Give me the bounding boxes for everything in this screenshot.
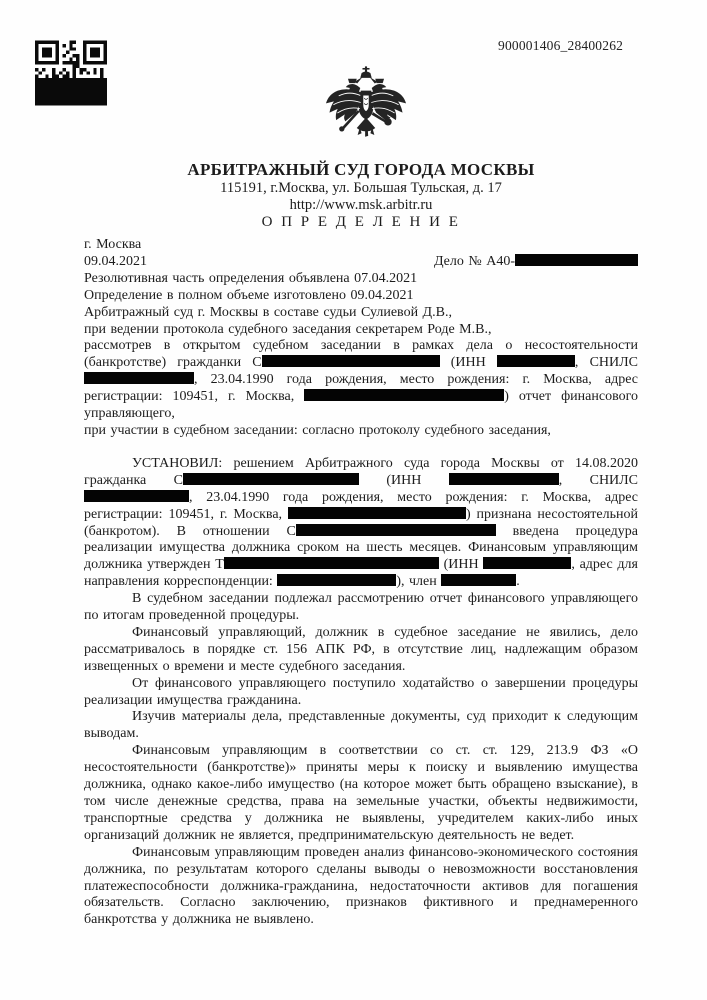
redaction-bar bbox=[84, 372, 194, 384]
redaction-bar bbox=[224, 557, 439, 569]
paragraph: рассмотрев в открытом судебном заседании в рамках дела о несостоятельности (банкротстве) гражданки С (ИНН , СНИЛС , 23.04.1990 года рождения, место рождения: г. Москва, адрес регистрации: 109451, г. Москва, ) отчет финансового управляющего, bbox=[84, 338, 638, 422]
paragraph: УСТАНОВИЛ: решением Арбитражного суда города Москвы от 14.08.2020 гражданка С (ИНН , СНИЛС , 23.04.1990 года рождения, место рождения: г. Москва, адрес регистрации: 109451, г. Москва, ) признана несостоятельной (банкротом). В отношении С введена процедура реализации имущества должника сроком на шесть месяцев. Финансовым управляющим должника утвержден Т (ИНН , адрес для направления корреспонденции: ), член . bbox=[84, 455, 638, 590]
date-line: 09.04.2021 bbox=[84, 253, 147, 269]
court-website: http://www.msk.arbitr.ru bbox=[289, 197, 433, 213]
city-line: г. Москва bbox=[84, 237, 142, 252]
court-name: АРБИТРАЖНЫЙ СУД ГОРОДА МОСКВЫ bbox=[187, 160, 535, 179]
court-address: 115191, г.Москва, ул. Большая Тульская, д. 17 bbox=[220, 180, 502, 196]
redaction-bar bbox=[277, 574, 396, 586]
coat-of-arms-icon bbox=[322, 66, 410, 146]
document-body bbox=[84, 338, 638, 929]
paragraph: при участии в судебном заседании: согласно протоколу судебного заседания, bbox=[84, 422, 551, 438]
redaction-bar bbox=[449, 473, 559, 485]
full-text-line: Определение в полном объеме изготовлено 09.04.2021 bbox=[84, 287, 414, 303]
redaction-bar bbox=[183, 473, 359, 485]
paragraph: В судебном заседании подлежал рассмотрению отчет финансового управляющего по итогам проведенной процедуры. bbox=[84, 591, 638, 624]
case-number-redaction bbox=[515, 254, 638, 266]
redaction-bar bbox=[304, 389, 504, 401]
date-case-row bbox=[84, 254, 638, 271]
redaction-bar bbox=[288, 507, 466, 519]
paragraph: От финансового управляющего поступило ходатайство о завершении процедуры реализации имущества гражданина. bbox=[84, 675, 638, 708]
paragraph: Финансовым управляющим в соответствии со ст. ст. 129, 213.9 ФЗ «О несостоятельности (банкротстве)» приняты меры к поиску и выявлению имущества должника, однако какое-либо имущество (на которое может быть обращено взыскание), в том числе денежные средства, права на земельные участки, объекты недвижимости, транспортные средства у должника не выявлены, учредителем каких-либо иных организаций должник не является, предпринимательскую деятельность не ведет. bbox=[84, 743, 638, 843]
redaction-bar bbox=[441, 574, 516, 586]
paragraph: Финансовый управляющий, должник в судебное заседание не явились, дело рассматривалось в порядке ст. 156 АПК РФ, в отсутствие лиц, надлежащим образом извещенных о времени и месте судебного заседания. bbox=[84, 624, 638, 674]
case-number-label: Дело № А40- bbox=[433, 253, 515, 269]
redaction-bar bbox=[483, 557, 571, 569]
qr-code bbox=[35, 40, 107, 106]
judge-line: Арбитражный суд г. Москвы в составе судьи Сулиевой Д.В., bbox=[84, 304, 452, 320]
case-number bbox=[434, 254, 638, 271]
redaction-bar bbox=[497, 355, 575, 367]
qr-code-pattern bbox=[35, 40, 107, 106]
redaction-bar bbox=[296, 524, 496, 536]
secretary-line: при ведении протокола судебного заседания секретарем Роде М.В., bbox=[84, 321, 492, 337]
court-header bbox=[84, 160, 638, 231]
document-title: О П Р Е Д Е Л Е Н И Е bbox=[261, 214, 461, 230]
redaction-bar bbox=[84, 490, 189, 502]
paragraph: Изучив материалы дела, представленные документы, суд приходит к следующим выводам. bbox=[84, 709, 638, 742]
paragraph: Финансовым управляющим проведен анализ финансово-экономического состояния должника, по результатам которого сделаны выводы о невозможности восстановления платежеспособности должника-гражданина, недостаточности активов для погашения обязательств. Согласно заключению, признаков фиктивного и преднамеренного банкротства у должника не выявлено. bbox=[84, 844, 638, 928]
document-number: 900001406_28400262 bbox=[498, 38, 624, 53]
resolutive-line: Резолютивная часть определения объявлена 07.04.2021 bbox=[84, 270, 418, 286]
redaction-bar bbox=[262, 355, 440, 367]
document-text bbox=[84, 237, 638, 929]
